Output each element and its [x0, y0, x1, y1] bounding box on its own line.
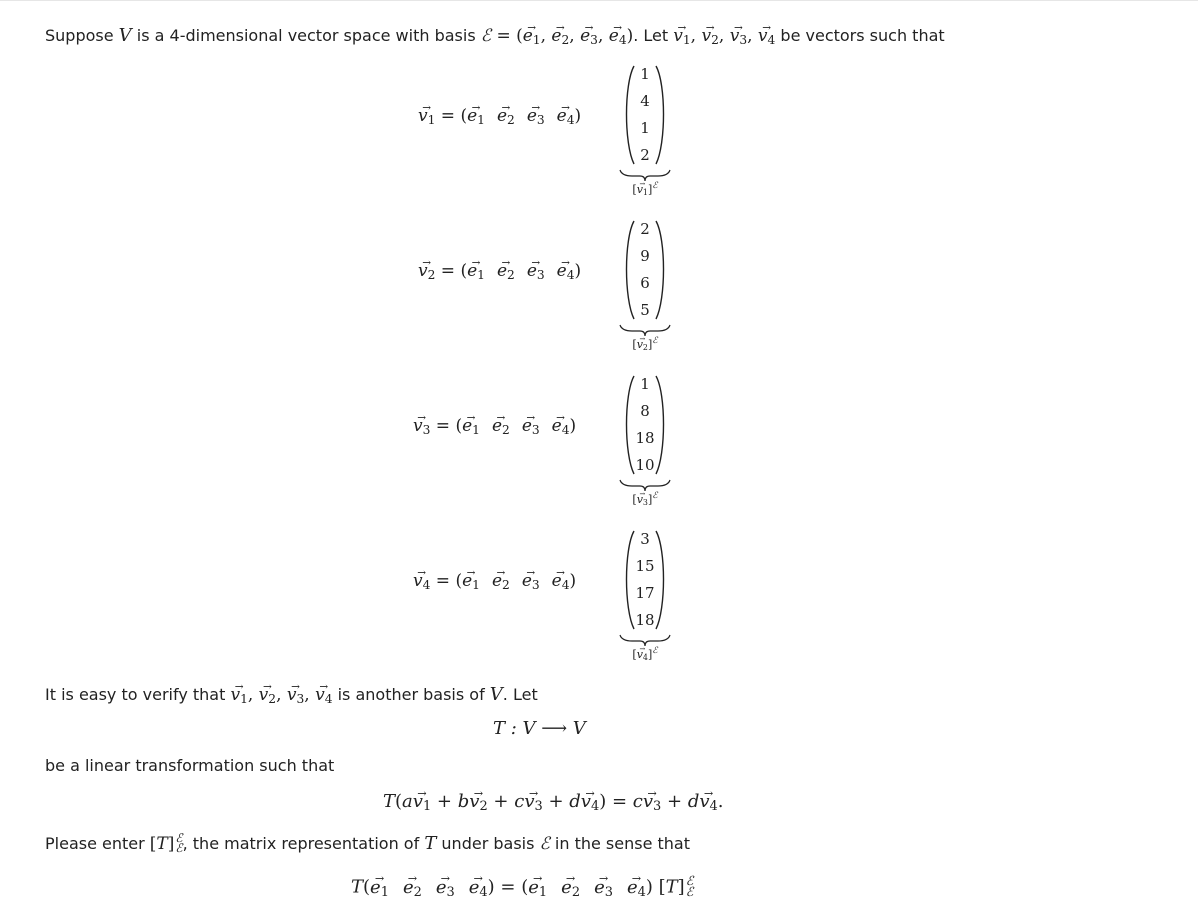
coordinate-entry: 1: [640, 119, 650, 137]
para4-text-1: Please enter: [45, 834, 150, 854]
transform-symbol: T: [424, 833, 437, 855]
equation-row-2: → $v_2$ = (→ $e_1\to e_2\to e_3\to e_4$): [418, 261, 581, 281]
vector-list: → $v_1$, → $v_2$, → $v_3$, → $v_4$: [673, 26, 775, 46]
basis-paragraph: [45, 684, 538, 705]
para2-text-1: It is easy to verify that: [45, 685, 231, 704]
coordinate-entry: 9: [640, 247, 650, 265]
basis-symbol: ℰ: [480, 26, 492, 46]
matrix-symbol: [T] ℰ ℰ: [149, 831, 183, 856]
coordinate-entry: 1: [640, 375, 650, 393]
para2-text-2: is another basis of: [332, 685, 490, 704]
para4-text-2: , the matrix representation of: [182, 834, 425, 854]
space-symbol-2: V: [489, 684, 503, 705]
lhs-vector: → $v_3$: [413, 418, 430, 435]
intro-text-3: . Let: [633, 26, 674, 45]
coordinate-entry: 15: [635, 557, 655, 575]
coordinate-column-2: [618, 219, 672, 351]
coordinate-entry: 1: [640, 65, 650, 83]
equation-row-3: → $v_3$ = (→ $e_1\to e_2\to e_3\to e_4$): [413, 416, 576, 436]
basis-definition: ℰ = (→ $e_1$, → $e_2$, → $e_3$, → $e_4$): [481, 26, 634, 46]
lhs-vector: → $v_1$: [418, 108, 435, 125]
intro-paragraph: [45, 25, 945, 46]
coordinate-entry: 8: [640, 402, 650, 420]
coordinate-entry: 18: [635, 611, 655, 629]
intro-text-2: is a 4-dimensional vector space with basis: [131, 26, 481, 45]
top-border: [0, 0, 1198, 1]
coordinate-entry: 2: [640, 146, 650, 164]
coordinate-column-4: [618, 529, 672, 661]
coordinate-entry: 17: [635, 584, 655, 602]
coordinate-entry: 5: [640, 301, 650, 319]
coordinate-entry: 18: [635, 429, 655, 447]
equation-row-4: → $v_4$ = (→ $e_1\to e_2\to e_3\to e_4$): [413, 571, 576, 591]
linear-transformation-paragraph: be a linear transformation such that: [45, 756, 335, 775]
map-definition: T : V ⟶ V: [493, 718, 586, 739]
coordinate-entry: 4: [640, 92, 650, 110]
lhs-vector: → $v_4$: [413, 573, 430, 590]
coordinate-column-3: [618, 374, 672, 506]
space-symbol: V: [118, 25, 132, 46]
intro-text-1: Suppose: [45, 26, 119, 45]
basis-symbol-2: ℰ: [539, 834, 550, 855]
transformation-equation: $T(a\to v_1 + b\to v_2 + c\to v_3 + d\to v_4) = c\to v_3 + d\to v_4$.: [383, 791, 724, 812]
underbrace-label-3: [→ $v_3]^ℰ$: [618, 493, 672, 506]
intro-text-4: be vectors such that: [775, 26, 945, 45]
vector-list-2: → $v_1$, → $v_2$, → $v_3$, → $v_4$: [230, 685, 332, 705]
coordinate-entry: 2: [640, 220, 650, 238]
equation-row-1: → $v_1$ = (→ $e_1\to e_2\to e_3\to e_4$): [418, 106, 581, 126]
para4-text-3: under basis: [436, 834, 540, 854]
para2-text-3: . Let: [502, 685, 538, 704]
underbrace-label-1: [→ $v_1]^ℰ$: [618, 183, 672, 196]
coordinate-entry: 3: [640, 530, 650, 548]
coordinate-entry: 6: [640, 274, 650, 292]
lhs-vector: → $v_2$: [418, 263, 435, 280]
coordinate-column-1: [618, 64, 672, 196]
coordinate-entry: 10: [635, 456, 655, 474]
final-equation: $T(\to e_1\to e_2\to e_3\to e_4)$ = (→ $e_1\to e_2\to e_3\to e_4$) [T] ℰ ℰ: [351, 876, 693, 898]
underbrace-label-2: [→ $v_2]^ℰ$: [618, 338, 672, 351]
underbrace-label-4: [→ $v_4]^ℰ$: [618, 648, 672, 661]
para4-text-4: in the sense that: [549, 834, 691, 854]
matrix-request-paragraph: [45, 833, 690, 854]
